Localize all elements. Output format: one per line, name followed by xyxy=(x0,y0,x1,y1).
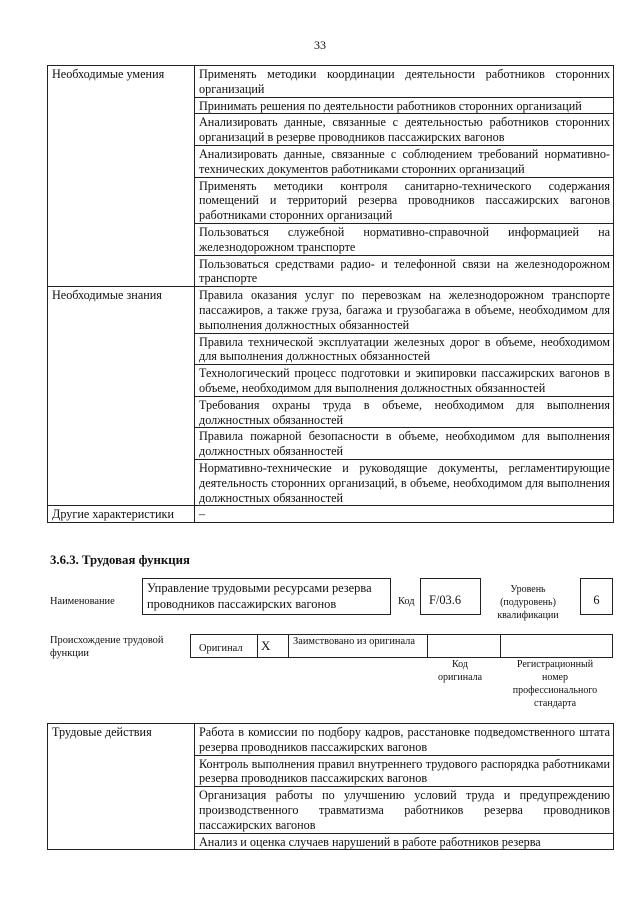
page-number: 33 xyxy=(314,38,326,52)
level-label: Уровень (подуровень) квалификации xyxy=(497,584,559,621)
labor-actions-table xyxy=(47,723,614,850)
code-value: F/03.6 xyxy=(429,593,462,607)
table-row xyxy=(48,506,614,523)
borrowed-label: Заимствовано из оригинала xyxy=(293,636,415,647)
row-item: Применять методики контроля санитарно-технического содержания помещений и территорий резерва проводников пассажирских вагонов работниками сторонних организаций xyxy=(195,177,614,223)
row-item: Анализ и оценка случаев нарушений в работе работников резерва xyxy=(195,833,614,850)
row-item: Технологический процесс подготовки и экипировки пассажирских вагонов в объеме, необходимом для выполнения должностных обязанностей xyxy=(195,365,614,397)
level-value: 6 xyxy=(593,593,600,607)
reg-number-caption: Регистрационный номер профессионального стандарта xyxy=(512,659,598,709)
row-label: Необходимые умения xyxy=(48,66,195,287)
original-mark: X xyxy=(261,638,271,653)
function-name-box xyxy=(142,578,391,615)
function-name: Управление трудовыми ресурсами резерва проводников пассажирских вагонов xyxy=(147,581,372,611)
row-item: Правила пожарной безопасности в объеме, необходимом для выполнения должностных обязанностей xyxy=(195,428,614,460)
row-item: Пользоваться средствами радио- и телефонной связи на железнодорожном транспорте xyxy=(195,255,614,287)
row-item: Принимать решения по деятельности работников сторонних организаций xyxy=(195,97,614,114)
row-item: Правила оказания услуг по перевозкам на железнодорожном транспорте пассажиров, а также груза, багажа и грузобагажа в объеме, необходимом для выполнения должностных обязанностей xyxy=(195,287,614,333)
row-label: Необходимые знания xyxy=(48,287,195,506)
row-item: – xyxy=(195,506,614,523)
row-item: Пользоваться служебной нормативно-справочной информацией на железнодорожном транспорте xyxy=(195,223,614,255)
row-label: Трудовые действия xyxy=(48,724,195,850)
row-item: Нормативно-технические и руководящие документы, регламентирующие деятельность сторонних организаций, в объеме, необходимом для выполнения должностных обязанностей xyxy=(195,459,614,505)
level-box xyxy=(580,578,613,615)
original-label: Оригинал xyxy=(199,643,243,654)
row-item: Требования охраны труда в объеме, необходимом для выполнения должностных обязанностей xyxy=(195,396,614,428)
row-label: Другие характеристики xyxy=(48,506,195,523)
origin-row xyxy=(190,634,613,658)
table-row xyxy=(48,724,614,756)
row-item: Контроль выполнения правил внутреннего трудового распорядка работниками резерва проводников пассажирских вагонов xyxy=(195,755,614,787)
row-item: Анализировать данные, связанные с соблюдением требований нормативно-технических документов работниками сторонних организаций xyxy=(195,145,614,177)
origin-label: Происхождение трудовой функции xyxy=(50,635,164,659)
section-heading: 3.6.3. Трудовая функция xyxy=(50,553,190,567)
table-row xyxy=(48,66,614,98)
name-label: Наименование xyxy=(50,596,115,607)
table-row xyxy=(48,287,614,333)
row-item: Работа в комиссии по подбору кадров, расстановке подведомственного штата резерва проводников пассажирских вагонов xyxy=(195,724,614,756)
row-item: Применять методики координации деятельности работников сторонних организаций xyxy=(195,66,614,98)
row-item: Анализировать данные, связанные с деятельностью работников сторонних организаций в резерве проводников пассажирских вагонов xyxy=(195,114,614,146)
skills-knowledge-table xyxy=(47,65,614,523)
code-box xyxy=(420,578,481,615)
code-original-caption: Код оригинала xyxy=(437,659,483,683)
row-item: Организация работы по улучшению условий труда и предупреждению производственного травматизма работников резерва проводников пассажирских вагонов xyxy=(195,787,614,833)
code-label: Код xyxy=(398,596,415,607)
row-item: Правила технической эксплуатации железных дорог в объеме, необходимом для выполнения должностных обязанностей xyxy=(195,333,614,365)
